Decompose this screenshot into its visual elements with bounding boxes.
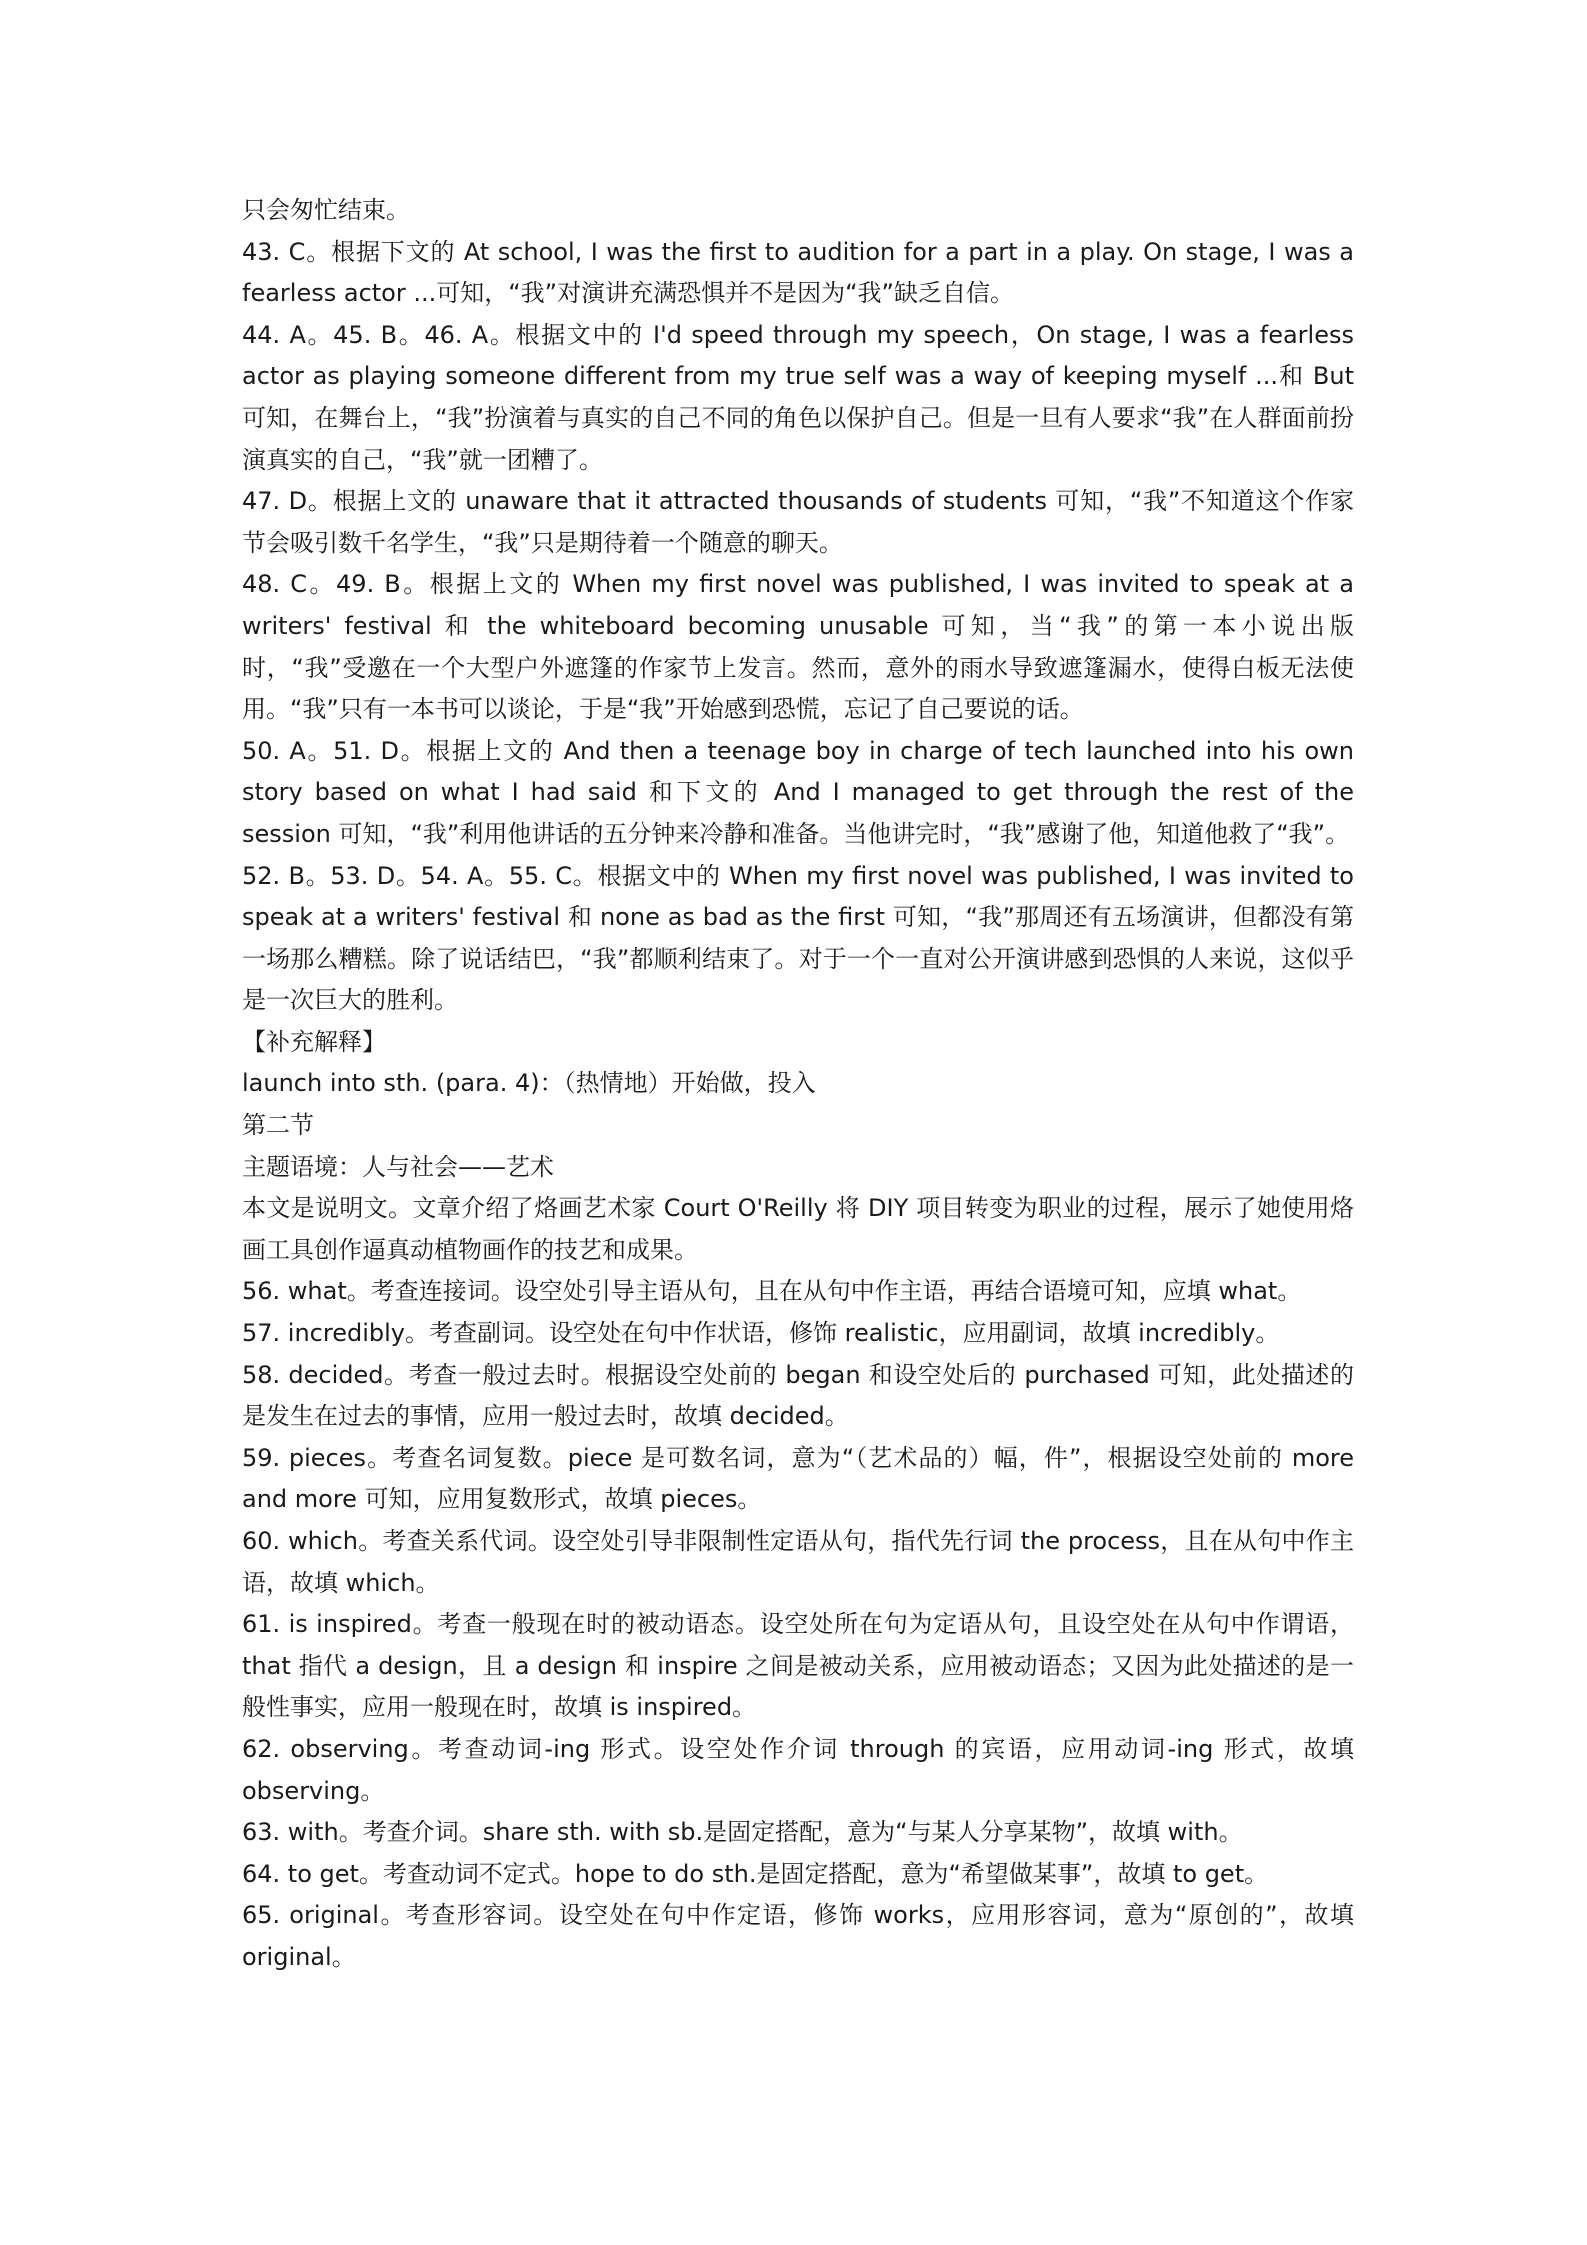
passage-summary: 本文是说明文。文章介绍了烙画艺术家 Court O'Reilly 将 DIY 项目转变为职业的过程，展示了她使用烙画工具创作逼真动植物画作的技艺和成果。 (242, 1194, 1354, 1264)
answer-65: 65. original。考查形容词。设空处在句中作定语，修饰 works，应用形容词，意为“原创的”，故填 original。 (242, 1901, 1354, 1971)
supplement-item: launch into sth. (para. 4)：（热情地）开始做，投入 (242, 1069, 816, 1098)
supplement-heading: 【补充解释】 (242, 1027, 386, 1056)
answer-47: 47. D。根据上文的 unaware that it attracted thousands of students 可知，“我”不知道这个作家节会吸引数千名学生，“我”只是期待着一个随意的聊天。 (242, 487, 1354, 557)
text-line-continuation: 只会匆忙结束。 (242, 196, 410, 224)
answer-44-46: 44. A。45. B。46. A。根据文中的 I'd speed through my speech，On stage, I was a fearless actor as playing someone different from my true self was a way of keeping myself ...和 But 可知，在舞台上，“我”扮演着与真实的自己不同的角色以保护自己。但是一旦有人要求“我”在人群面前扮演真实的自己，“我”就一团糟了。 (242, 320, 1354, 474)
answer-60: 60. which。考查关系代词。设空处引导非限制性定语从句，指代先行词 the process，且在从句中作主语，故填 which。 (242, 1527, 1354, 1597)
answer-64: 64. to get。考查动词不定式。hope to do sth.是固定搭配，意为“希望做某事”，故填 to get。 (242, 1859, 1269, 1888)
answer-explanation-page (242, 190, 1354, 1979)
answer-58: 58. decided。考查一般过去时。根据设空处前的 began 和设空处后的 purchased 可知，此处描述的是发生在过去的事情，应用一般过去时，故填 decided。 (242, 1360, 1354, 1431)
answer-43: 43. C。根据下文的 At school, I was the first to audition for a part in a play. On stage, I was a fearless actor ...可知，“我”对演讲充满恐惧并不是因为“我”缺乏自信。 (242, 237, 1354, 308)
answer-61: 61. is inspired。考查一般现在时的被动语态。设空处所在句为定语从句，且设空处在从句中作谓语，that 指代 a design，且 a design 和 inspire 之间是被动关系，应用被动语态；又因为此处描述的是一般性事实，应用一般现在时，故填 is inspired。 (242, 1610, 1354, 1722)
answer-48-49: 48. C。49. B。根据上文的 When my first novel was published, I was invited to speak at a writers' festival 和 the whiteboard becoming unusable 可知，当“我”的第一本小说出版时，“我”受邀在一个大型户外遮篷的作家节上发言。然而，意外的雨水导致遮篷漏水，使得白板无法使用。“我”只有一本书可以谈论，于是“我”开始感到恐慌，忘记了自己要说的话。 (242, 570, 1354, 724)
answer-62: 62. observing。考查动词-ing 形式。设空处作介词 through 的宾语，应用动词-ing 形式，故填 observing。 (242, 1734, 1354, 1805)
theme-context: 主题语境：人与社会——艺术 (242, 1152, 554, 1181)
section-title: 第二节 (242, 1111, 314, 1140)
answer-56: 56. what。考查连接词。设空处引导主语从句，且在从句中作主语，再结合语境可知，应填 what。 (242, 1277, 1302, 1306)
answer-57: 57. incredibly。考查副词。设空处在句中作状语，修饰 realistic，应用副词，故填 incredibly。 (242, 1319, 1280, 1348)
answer-52-55: 52. B。53. D。54. A。55. C。根据文中的 When my first novel was published, I was invited to speak at a writers' festival 和 none as bad as the first 可知，“我”那周还有五场演讲，但都没有第一场那么糟糕。除了说话结巴，“我”都顺利结束了。对于一个一直对公开演讲感到恐惧的人来说，这似乎是一次巨大的胜利。 (242, 861, 1354, 1015)
answer-50-51: 50. A。51. D。根据上文的 And then a teenage boy in charge of tech launched into his own story based on what I had said 和下文的 And I managed to get through the rest of the session 可知，“我”利用他讲话的五分钟来冷静和准备。当他讲完时，“我”感谢了他，知道他救了“我”。 (242, 736, 1354, 848)
answer-59: 59. pieces。考查名词复数。piece 是可数名词，意为“（艺术品的）幅，件”，根据设空处前的 more and more 可知，应用复数形式，故填 pieces。 (242, 1443, 1354, 1514)
answer-63: 63. with。考查介词。share sth. with sb.是固定搭配，意为“与某人分享某物”，故填 with。 (242, 1818, 1243, 1847)
